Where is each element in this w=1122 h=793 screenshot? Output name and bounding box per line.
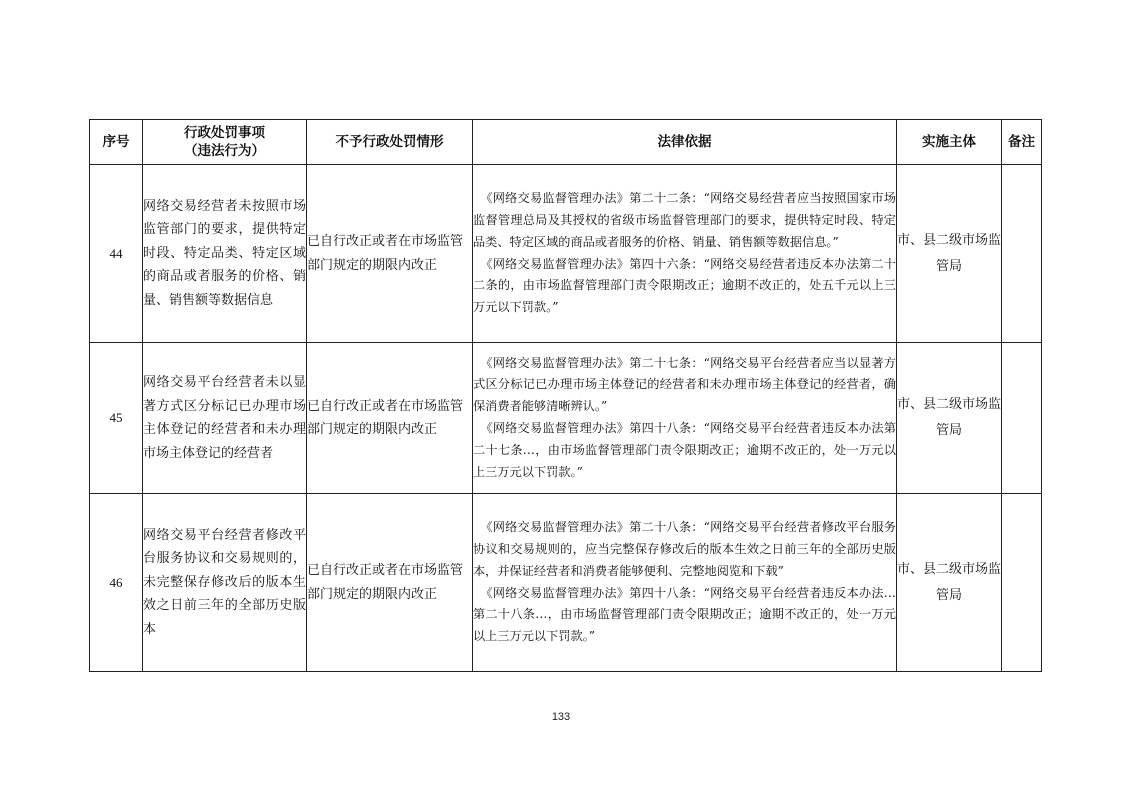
header-item-line1: 行政处罚事项 (184, 125, 265, 141)
row-subject: 市、县二级市场监管局 (897, 343, 1002, 494)
row-item: 网络交易经营者未按照市场监管部门的要求，提供特定时段、特定品类、特定区域的商品或者服务的价格、销量、销售额等数据信息 (143, 165, 307, 343)
header-item-line2: （违法行为） (184, 143, 265, 159)
row-seq: 44 (90, 165, 143, 343)
header-remarks: 备注 (1002, 120, 1042, 165)
row-subject: 市、县二级市场监管局 (897, 165, 1002, 343)
row-seq: 46 (90, 494, 143, 672)
row-item: 网络交易平台经营者修改平台服务协议和交易规则的，未完整保存修改后的版本生效之日前三年的全部历史版本 (143, 494, 307, 672)
legal-clause: 《网络交易监督管理办法》第四十八条：“网络交易平台经营者违反本办法…第二十八条…，由市场监督管理部门责令限期改正；逾期不改正的，处一万元以上三万元以下罚款。” (473, 585, 896, 644)
row-legal-basis (473, 165, 897, 343)
table-row (90, 165, 1042, 343)
row-no-penalty: 已自行改正或者在市场监管部门规定的期限内改正 (307, 343, 473, 494)
row-remarks (1002, 343, 1042, 494)
page-number: 133 (551, 711, 571, 723)
row-seq: 45 (90, 343, 143, 494)
row-remarks (1002, 165, 1042, 343)
table-row (90, 343, 1042, 494)
legal-clause: 《网络交易监督管理办法》第二十七条：“网络交易平台经营者应当以显著方式区分标记已办理市场主体登记的经营者和未办理市场主体登记的经营者，确保消费者能够清晰辨认。” (473, 355, 896, 414)
row-legal-basis (473, 343, 897, 494)
row-legal-basis (473, 494, 897, 672)
table-header-row (90, 120, 1042, 165)
legal-clause: 《网络交易监督管理办法》第四十六条：“网络交易经营者违反本办法第二十二条的，由市场监督管理部门责令限期改正；逾期不改正的，处五千元以上三万元以下罚款。” (473, 256, 896, 315)
legal-clause: 《网络交易监督管理办法》第四十八条：“网络交易平台经营者违反本办法第二十七条…，由市场监督管理部门责令限期改正；逾期不改正的，处一万元以上三万元以下罚款。” (473, 421, 896, 479)
row-no-penalty: 已自行改正或者在市场监管部门规定的期限内改正 (307, 165, 473, 343)
header-item (143, 120, 307, 165)
table-row (90, 494, 1042, 672)
header-no-penalty: 不予行政处罚情形 (307, 120, 473, 165)
header-legal-basis: 法律依据 (473, 120, 897, 165)
row-remarks (1002, 494, 1042, 672)
legal-clause: 《网络交易监督管理办法》第二十八条：“网络交易平台经营者修改平台服务协议和交易规则的，应当完整保存修改后的版本生效之日前三年的全部历史版本，并保证经营者和消费者能够便利、完整地阅览和下载” (473, 520, 896, 578)
row-subject: 市、县二级市场监管局 (897, 494, 1002, 672)
legal-clause: 《网络交易监督管理办法》第二十二条：“网络交易经营者应当按照国家市场监督管理总局及其授权的省级市场监督管理部门的要求，提供特定时段、特定品类、特定区域的商品或者服务的价格、销量、销售额等数据信息。” (473, 191, 896, 249)
row-no-penalty: 已自行改正或者在市场监管部门规定的期限内改正 (307, 494, 473, 672)
row-item: 网络交易平台经营者未以显著方式区分标记已办理市场主体登记的经营者和未办理市场主体登记的经营者 (143, 343, 307, 494)
header-subject: 实施主体 (897, 120, 1002, 165)
header-seq: 序号 (90, 120, 143, 165)
penalty-table (89, 119, 1042, 672)
